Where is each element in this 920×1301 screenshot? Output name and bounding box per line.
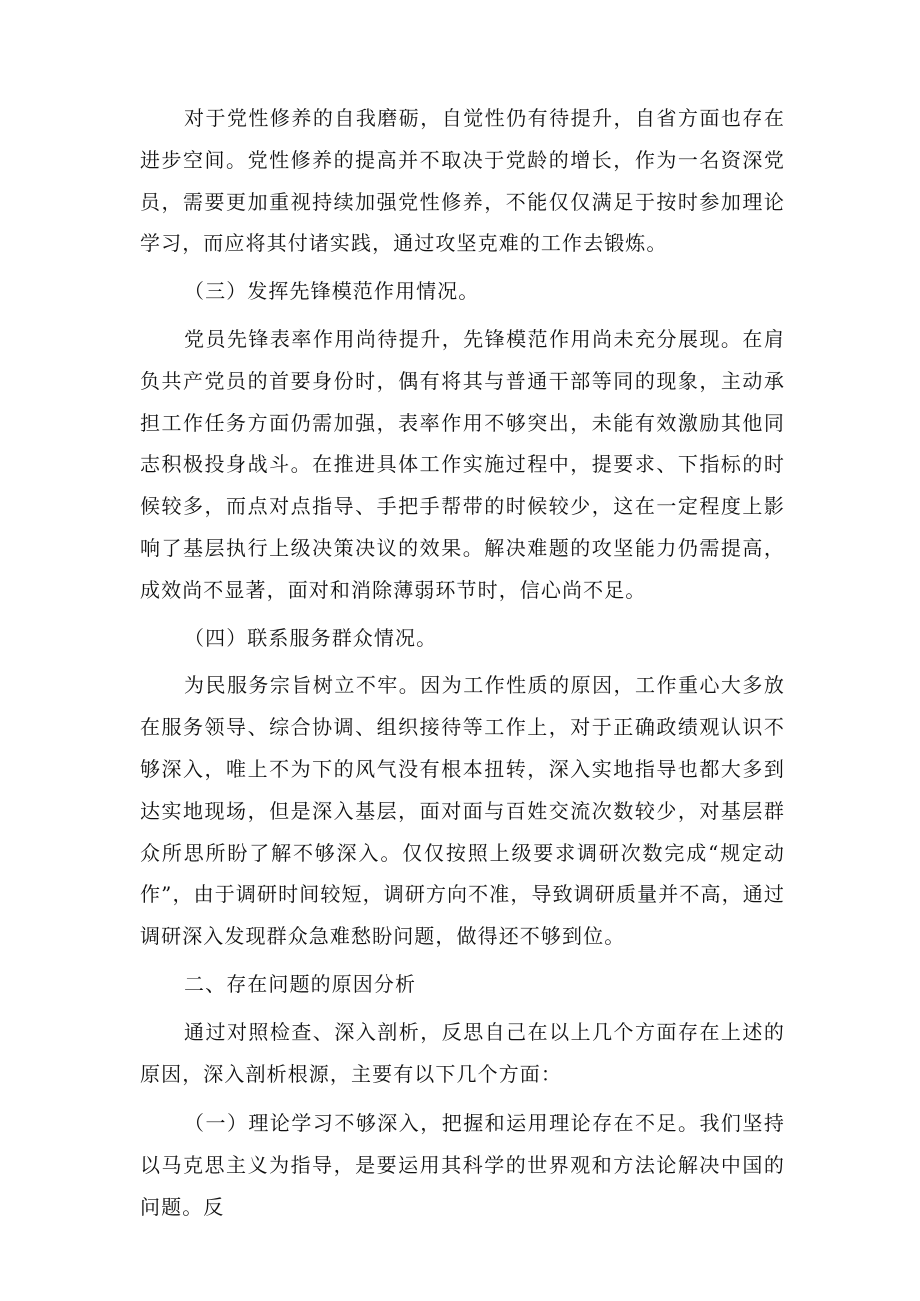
section-heading-cause-analysis: 二、存在问题的原因分析	[184, 971, 417, 996]
paragraph-cause-analysis-intro: 通过对照检查、深入剖析，反思自己在以上几个方面存在上述的原因，深入剖析根源，主要有以下几个方面：	[140, 1019, 785, 1086]
section-heading-serving-masses: （四）联系服务群众情况。	[184, 625, 438, 650]
paragraph-serving-masses: 为民服务宗旨树立不牢。因为工作性质的原因，工作重心大多放在服务领导、综合协调、组织接待等工作上，对于正确政绩观认识不够深入，唯上不为下的风气没有根本扭转，深入实地指导也都大多到达实地现场，但是深入基层，面对面与百姓交流次数较少，对基层群众所思所盼了解不够深入。仅仅按照上级要求调研次数完成“规定动作”，由于调研时间较短，调研方向不准，导致调研质量并不高，通过调研深入发现群众急难愁盼问题，做得还不够到位。	[140, 673, 785, 949]
paragraph-theory-study: （一）理论学习不够深入，把握和运用理论存在不足。我们坚持以马克思主义为指导，是要运用其科学的世界观和方法论解决中国的问题。反	[140, 1111, 785, 1219]
paragraph-party-spirit-cultivation: 对于党性修养的自我磨砺，自觉性仍有待提升，自省方面也存在进步空间。党性修养的提高并不取决于党龄的增长，作为一名资深党员，需要更加重视持续加强党性修养，不能仅仅满足于按时参加理论学习，而应将其付诸实践，通过攻坚克难的工作去锻炼。	[140, 106, 785, 256]
paragraph-vanguard-role: 党员先锋表率作用尚待提升，先锋模范作用尚未充分展现。在肩负共产党员的首要身份时，偶有将其与普通干部等同的现象，主动承担工作任务方面仍需加强，表率作用不够突出，未能有效激励其他同志积极投身战斗。在推进具体工作实施过程中，提要求、下指标的时候较多，而点对点指导、手把手帮带的时候较少，这在一定程度上影响了基层执行上级决策决议的效果。解决难题的攻坚能力仍需提高，成效尚不显著，面对和消除薄弱环节时，信心尚不足。	[140, 326, 785, 602]
document-body	[140, 98, 785, 1235]
section-heading-vanguard-role: （三）发挥先锋模范作用情况。	[184, 279, 480, 304]
